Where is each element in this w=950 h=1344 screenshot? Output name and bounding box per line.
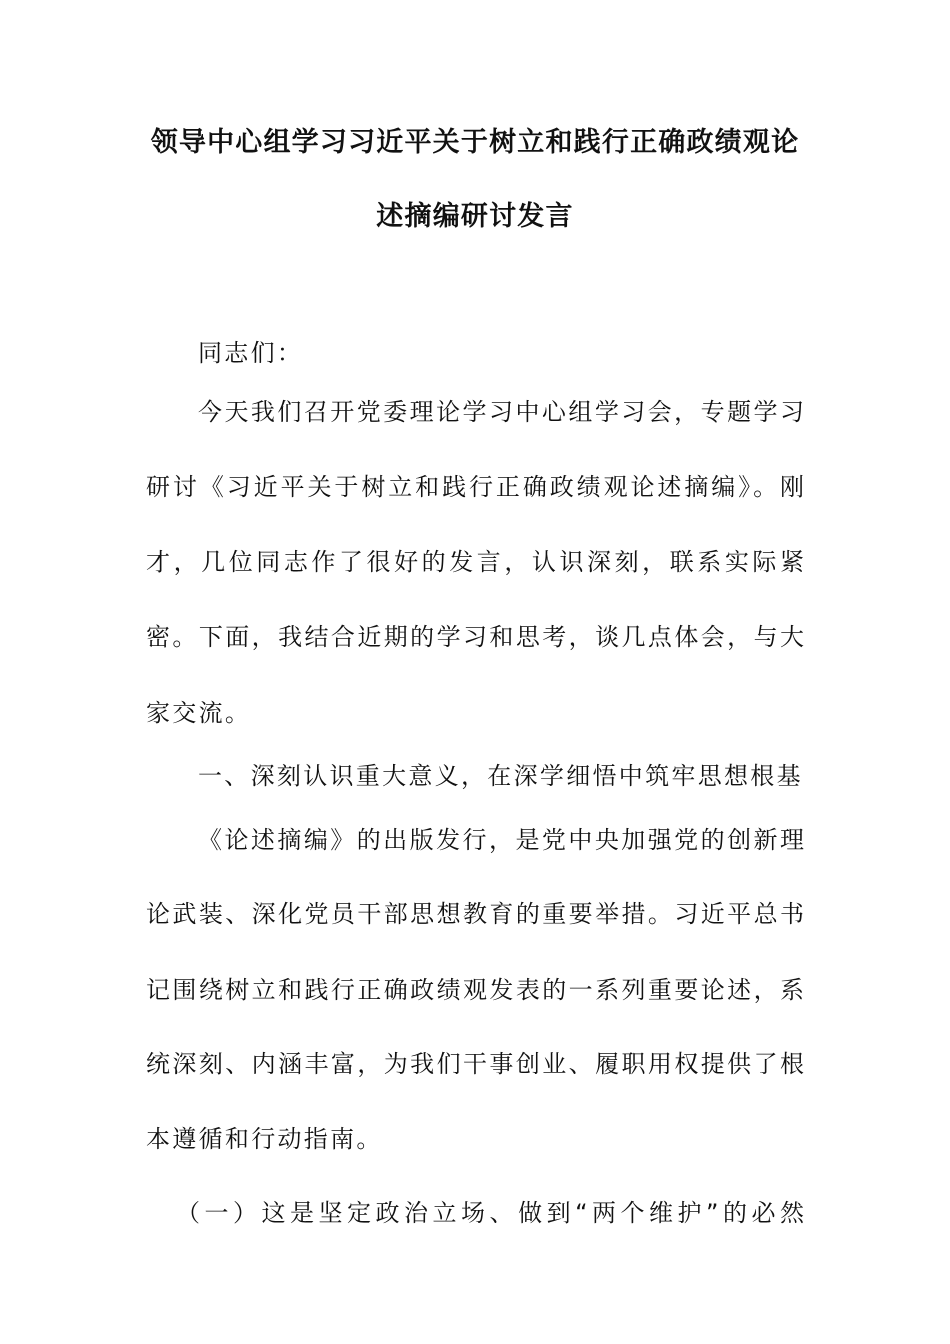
salutation: 同志们： — [198, 339, 304, 367]
paragraph-line: 《论述摘编》的出版发行，是党中央加强党的创新理 — [198, 826, 804, 854]
paragraph-line: 本遵循和行动指南。 — [146, 1125, 383, 1153]
subsection-heading: （一）这是坚定政治立场、做到“两个维护”的必然 — [176, 1199, 804, 1227]
paragraph-line: 记围绕树立和践行正确政绩观发表的一系列重要论述，系 — [146, 976, 804, 1004]
paragraph-line: 密。下面，我结合近期的学习和思考，谈几点体会，与大 — [146, 623, 804, 651]
document-title-line-1: 领导中心组学习习近平关于树立和践行正确政绩观论 — [150, 127, 800, 158]
paragraph-line: 家交流。 — [146, 699, 252, 727]
paragraph-line: 论武装、深化党员干部思想教育的重要举措。习近平总书 — [146, 900, 804, 928]
paragraph-line: 今天我们召开党委理论学习中心组学习会，专题学习 — [198, 398, 804, 426]
document-title-line-2: 述摘编研讨发言 — [376, 201, 574, 232]
section-heading: 一、深刻认识重大意义，在深学细悟中筑牢思想根基 — [198, 762, 803, 790]
paragraph-line: 研讨《习近平关于树立和践行正确政绩观论述摘编》。刚 — [146, 473, 804, 501]
paragraph-line: 才，几位同志作了很好的发言，认识深刻，联系实际紧 — [146, 548, 804, 576]
paragraph-line: 统深刻、内涵丰富，为我们干事创业、履职用权提供了根 — [146, 1050, 804, 1078]
